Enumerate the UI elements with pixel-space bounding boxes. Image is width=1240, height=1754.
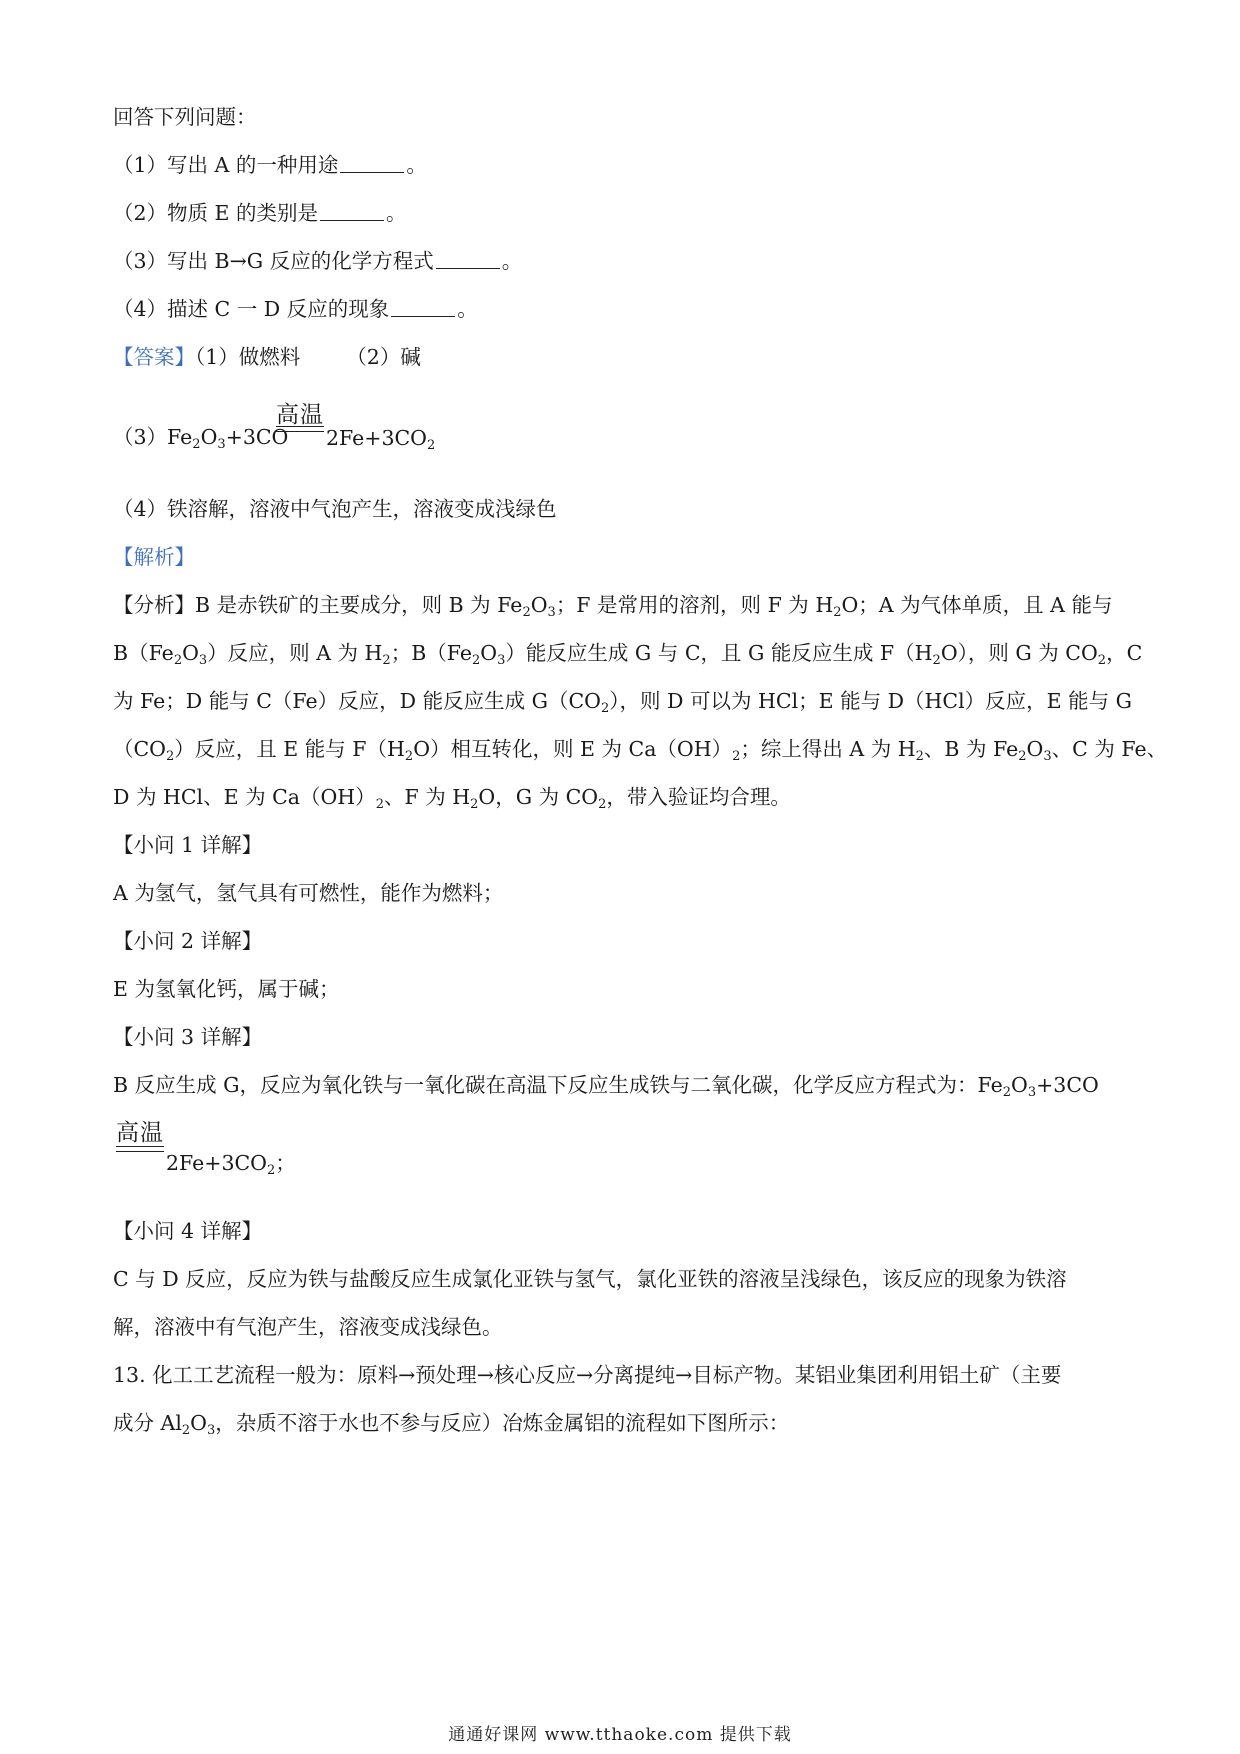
analysis-line-5: D 为 HCl、E 为 $Ca(OH)_2$、F 为 $H_2O$，G 为 $CO_2$，带入验证均合理。 [113, 785, 791, 812]
answer-3-equation-reactants: $(3)Fe_2O_3+3CO$ [113, 425, 289, 452]
answer-3-equation-products: $2Fe+3CO_2$ [326, 426, 436, 453]
analysis-tag: 【解析】 [113, 545, 195, 569]
equals-sign [116, 1146, 164, 1152]
answer-blank [391, 298, 455, 317]
xw2-text: E 为氢氧化钙，属于碱； [113, 977, 340, 1001]
answer-3-condition: 高温 [276, 402, 324, 428]
question-2: （2）物质 E 的类别是 。 [113, 201, 407, 225]
analysis-line-1: 【分析】B 是赤铁矿的主要成分，则 B 为 $Fe_2O_3$；F 是常用的溶剂，则 F 为 $H_2O$；A 为气体单质，且 A 能与 [113, 593, 1113, 620]
xw1-text: A 为氢气，氢气具有可燃性，能作为燃料； [113, 881, 504, 905]
intro-text: 回答下列问题： [113, 105, 257, 129]
question-1: （1）写出 A 的一种用途 。 [113, 153, 427, 177]
xw4-line-1: C 与 D 反应，反应为铁与盐酸反应生成氯化亚铁与氢气，氯化亚铁的溶液呈浅绿色，该反应的现象为铁溶 [113, 1267, 1067, 1291]
xw4-title: 【小问 4 详解】 [113, 1219, 263, 1243]
xw3-condition: 高温 [116, 1120, 164, 1146]
xw4-line-2: 解，溶液中有气泡产生，溶液变成浅绿色。 [113, 1315, 503, 1339]
answer-blank [320, 202, 384, 221]
q13-line-2: 成分 $Al_2O_3$，杂质不溶于水也不参与反应）冶炼金属铝的流程如下图所示： [113, 1411, 790, 1438]
answer-blank [436, 250, 500, 269]
answer-4: （4）铁溶解，溶液中气泡产生，溶液变成浅绿色 [113, 497, 557, 521]
analysis-line-2: $B(Fe_2O_3)$反应，则 A 为 $H_2$；$B(Fe_2O_3)$能反应生成 G 与 C，且 G 能反应生成 $F(H_2O)$，则 G 为 $CO_2$，C [113, 641, 1143, 668]
xw3-text: B 反应生成 G，反应为氧化铁与一氧化碳在高温下反应生成铁与二氧化碳，化学反应方程式为：$Fe_2O_3+3CO$ [113, 1073, 1099, 1100]
xw2-title: 【小问 2 详解】 [113, 929, 263, 953]
page-footer: 通通好课网 www.tthaoke.com 提供下载 [448, 1725, 792, 1745]
question-4: （4）描述 C 一 D 反应的现象 。 [113, 297, 478, 321]
xw1-title: 【小问 1 详解】 [113, 833, 263, 857]
xw3-products: $2Fe+3CO_2$； [166, 1151, 296, 1178]
answer-blank [340, 154, 404, 173]
xw3-title: 【小问 3 详解】 [113, 1025, 263, 1049]
analysis-line-3: 为 Fe；D 能与 C（Fe）反应，D 能反应生成 $G(CO_2)$，则 D 可以为 HCl；E 能与 D（HCl）反应，E 能与 G [113, 689, 1133, 716]
answer-line: 【答案】（1）做燃料 （2）碱 [113, 345, 421, 369]
analysis-line-4: $(CO_2)$反应，且 E 能与 $F(H_2O)$相互转化，则 E 为 $Ca(OH)_2$；综上得出 A 为 $H_2$、B 为 $Fe_2O_3$、C 为 Fe、 [113, 737, 1168, 764]
answer-tag: 【答案】 [113, 345, 195, 369]
question-3: （3）写出 B→G 反应的化学方程式 。 [113, 249, 523, 273]
q13-line-1: 13. 化工工艺流程一般为：原料→预处理→核心反应→分离提纯→目标产物。某铝业集团利用铝土矿（主要 [113, 1363, 1062, 1387]
equals-sign [276, 426, 324, 432]
